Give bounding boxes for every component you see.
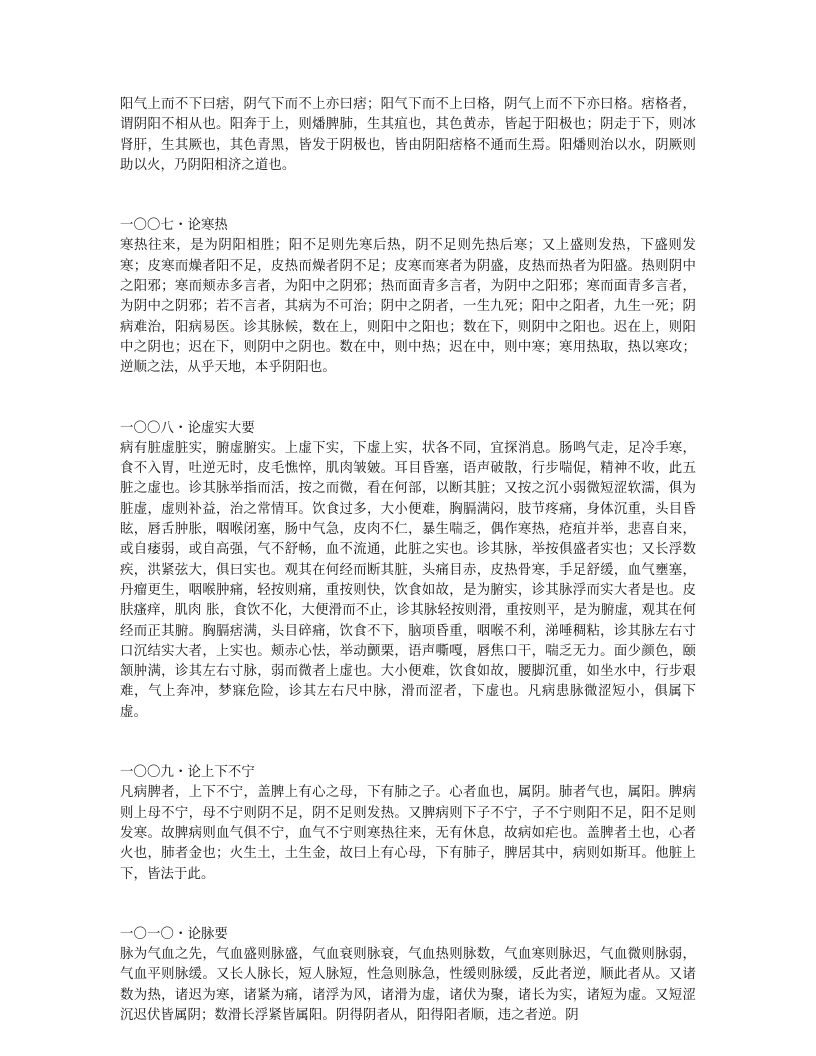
section-body: 凡病脾者，上下不宁，盖脾上有心之母，下有肺之子。心者血也，属阴。肺者气也，属阳。脾病则上母不宁，母不宁则阴不足，阴不足则发热。又脾病则下子不宁，子不宁则阳不足，阳不足则发寒。故脾病则血气俱不宁，血气不宁则寒热往来，无有休息，故病如疟也。盖脾者土也，心者火也，肺者金也；火生土，土生金，故曰上有心母，下有肺子，脾居其中，病则如斯耳。他脏上下，皆法于此。 — [120, 785, 696, 882]
section-title: 一〇一〇・论脉要 — [120, 926, 228, 942]
section-body: 寒热往来，是为阴阳相胜；阳不足则先寒后热，阴不足则先热后寒；又上盛则发热，下盛则发寒；皮寒而燥者阳不足，皮热而燥者阴不足；皮寒而寒者为阴盛，皮热而热者为阳盛。热则阴中之阳邪；寒而颊赤多言者，为阳中之阴邪；热而面青多言者，为阴中之阳邪；寒而面青多言者，为阴中之阴邪；若不言者，其病为不可治；阴中之阴者，一生九死；阳中之阳者，九生一死；阴病难治，阳病易医。诊其脉候，数在上，则阳中之阳也；数在下，则阴中之阳也。迟在上，则阳中之阴也；迟在下，则阴中之阴也。数在中，则中热；迟在中，则中寒；寒用热取，热以寒攻；逆顺之法，从乎天地，本乎阴阳也。 — [120, 238, 696, 376]
section-body: 脉为气血之先，气血盛则脉盛，气血衰则脉衰，气血热则脉数，气血寒则脉迟，气血微则脉弱，气血平则脉缓。又长人脉长，短人脉短，性急则脉急，性缓则脉缓，反此者逆，顺此者从。又诸数为热，诸迟为寒，诸紧为痛，诸浮为风，诸滑为虚，诸伏为聚，诸长为实，诸短为虚。又短涩沉迟伏皆属阴；数滑长浮紧皆属阳。阴得阴者从，阳得阳者顺，违之者逆。阴 — [120, 947, 696, 1023]
section-deficiency-excess — [120, 419, 696, 723]
section-title: 一〇〇九・论上下不宁 — [120, 765, 255, 781]
section-cold-heat — [120, 216, 696, 378]
section-title: 一〇〇八・论虚实大要 — [120, 420, 255, 436]
section-upper-lower — [120, 763, 696, 885]
document-page — [120, 95, 696, 1026]
section-pulse — [120, 925, 696, 1026]
section-title: 一〇〇七・论寒热 — [120, 218, 228, 234]
intro-paragraph: 阳气上而不下曰痞，阴气下而不上亦曰痞；阳气下而不上曰格，阴气上而不下亦曰格。痞格者，谓阴阳不相从也。阳奔于上，则燔脾肺，生其疽也，其色黄赤，皆起于阳极也；阴走于下，则冰肾肝，生其厥也，其色青黑，皆发于阴极也，皆由阴阳痞格不通而生焉。阳燔则治以水，阴厥则助以火，乃阴阳相济之道也。 — [120, 97, 696, 173]
section-body: 病有脏虚脏实，腑虚腑实。上虚下实，下虚上实，状各不同，宜探消息。肠鸣气走，足冷手寒，食不入胃，吐逆无时，皮毛憔悴，肌肉皱皴。耳目昏塞，语声破散，行步喘促，精神不收，此五脏之虚也。诊其脉举指而活，按之而微，看在何部，以断其脏；又按之沉小弱微短涩软濡，俱为脏虚，虚则补益，治之常情耳。饮食过多，大小便难，胸膈满闷，肢节疼痛，身体沉重，头目昏眩，唇舌肿胀，咽喉闭塞，肠中气急，皮肉不仁，暴生喘乏，偶作寒热，疮疽并举，悲喜自来，或自痿弱，或自高强，气不舒畅，血不流通，此脏之实也。诊其脉，举按俱盛者实也；又长浮数疾，洪紧弦大，俱曰实也。观其在何经而断其脏，头痛目赤，皮热骨寒，手足舒缓，血气壅塞，丹瘤更生，咽喉肿痛，轻按则痛，重按则快，饮食如故，是为腑实，诊其脉浮而实大者是也。皮肤瘙痒，肌肉 胀，食饮不化，大便滑而不止，诊其脉轻按则滑，重按则平，是为腑虚，观其在何经而正其腑。胸膈痞满，头目碎痛，饮食不下，脑项昏重，咽喉不利，涕唾稠粘，诊其脉左右寸口沉结实大者，上实也。颊赤心怯，举动颤栗，语声嘶嘎，唇焦口干，喘乏无力。面少颜色，颐颔肿满，诊其左右寸脉，弱而微者上虚也。大小便难，饮食如故，腰脚沉重，如坐水中，行步艰难，气上奔冲，梦寐危险，诊其左右尺中脉，滑而涩者，下虚也。凡病患脉微涩短小，俱属下虚。 — [120, 440, 696, 720]
